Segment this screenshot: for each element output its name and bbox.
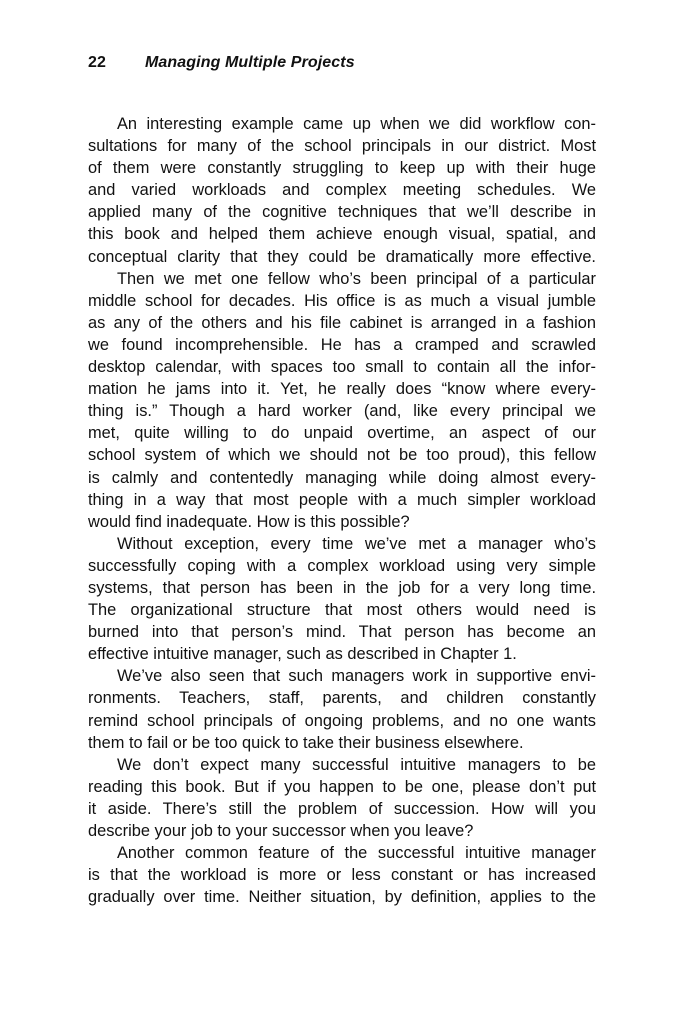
text-line: remind school principals of ongoing problems, and no one wants <box>88 711 596 730</box>
text-line: mation he jams into it. Yet, he really does “know where every- <box>88 380 596 399</box>
text-line: is calmly and contentedly managing while doing almost every- <box>88 468 596 487</box>
text-line: and varied workloads and complex meeting schedules. We <box>88 181 596 200</box>
text-line: school system of which we should not be too proud), this fellow <box>88 446 596 465</box>
text-line: this book and helped them achieve enough visual, spatial, and <box>88 225 596 244</box>
page-number: 22 <box>88 54 106 71</box>
running-header <box>88 54 355 72</box>
text-line: systems, that person has been in the job for a very long time. <box>88 578 596 597</box>
text-line: is that the workload is more or less constant or has increased <box>88 866 596 885</box>
body-text <box>88 113 596 908</box>
text-line: desktop calendar, with spaces too small to contain all the infor- <box>88 358 596 377</box>
text-line: gradually over time. Neither situation, by definition, applies to the <box>88 888 596 907</box>
paragraph <box>88 533 596 666</box>
text-line: Without exception, every time we’ve met a manager who’s <box>117 534 596 553</box>
text-line: it aside. There’s still the problem of succession. How will you <box>88 799 596 818</box>
text-line: as any of the others and his file cabinet is arranged in a fashion <box>88 313 596 332</box>
text-line: We’ve also seen that such managers work in supportive envi- <box>117 667 596 686</box>
paragraph <box>88 113 596 268</box>
paragraph <box>88 665 596 753</box>
text-line: ronments. Teachers, staff, parents, and children constantly <box>88 689 596 708</box>
text-line: successfully coping with a complex workload using very simple <box>88 556 596 575</box>
text-line: describe your job to your successor when you leave? <box>88 822 474 840</box>
text-line: them to fail or be too quick to take their business elsewhere. <box>88 733 524 752</box>
text-line: conceptual clarity that they could be dramatically more effective. <box>88 247 596 266</box>
text-line: effective intuitive manager, such as described in Chapter 1. <box>88 645 517 664</box>
text-line: thing is.” Though a hard worker (and, like every principal we <box>88 402 596 421</box>
text-line: The organizational structure that most others would need is <box>88 601 596 620</box>
text-line: Another common feature of the successful intuitive manager <box>117 844 596 863</box>
text-line: Then we met one fellow who’s been principal of a particular <box>117 269 596 288</box>
text-line: met, quite willing to do unpaid overtime, an aspect of our <box>88 424 596 443</box>
paragraph <box>88 754 596 842</box>
text-line: burned into that person’s mind. That person has become an <box>88 623 596 642</box>
text-line: thing in a way that most people with a much simpler workload <box>88 490 596 509</box>
book-title: Managing Multiple Projects <box>145 54 355 71</box>
paragraph <box>88 268 596 533</box>
text-line: middle school for decades. His office is as much a visual jumble <box>88 291 596 310</box>
text-line: reading this book. But if you happen to be one, please don’t put <box>88 777 596 796</box>
text-line: of them were constantly struggling to keep up with their huge <box>88 159 596 178</box>
text-line: we found incomprehensible. He has a cramped and scrawled <box>88 335 596 354</box>
text-line: would find inadequate. How is this possible? <box>88 512 410 531</box>
text-line: An interesting example came up when we did workflow con- <box>117 115 596 133</box>
text-line: We don’t expect many successful intuitive managers to be <box>117 755 596 774</box>
paragraph <box>88 842 596 908</box>
text-line: applied many of the cognitive techniques that we’ll describe in <box>88 203 596 222</box>
text-line: sultations for many of the school principals in our district. Most <box>88 137 596 156</box>
